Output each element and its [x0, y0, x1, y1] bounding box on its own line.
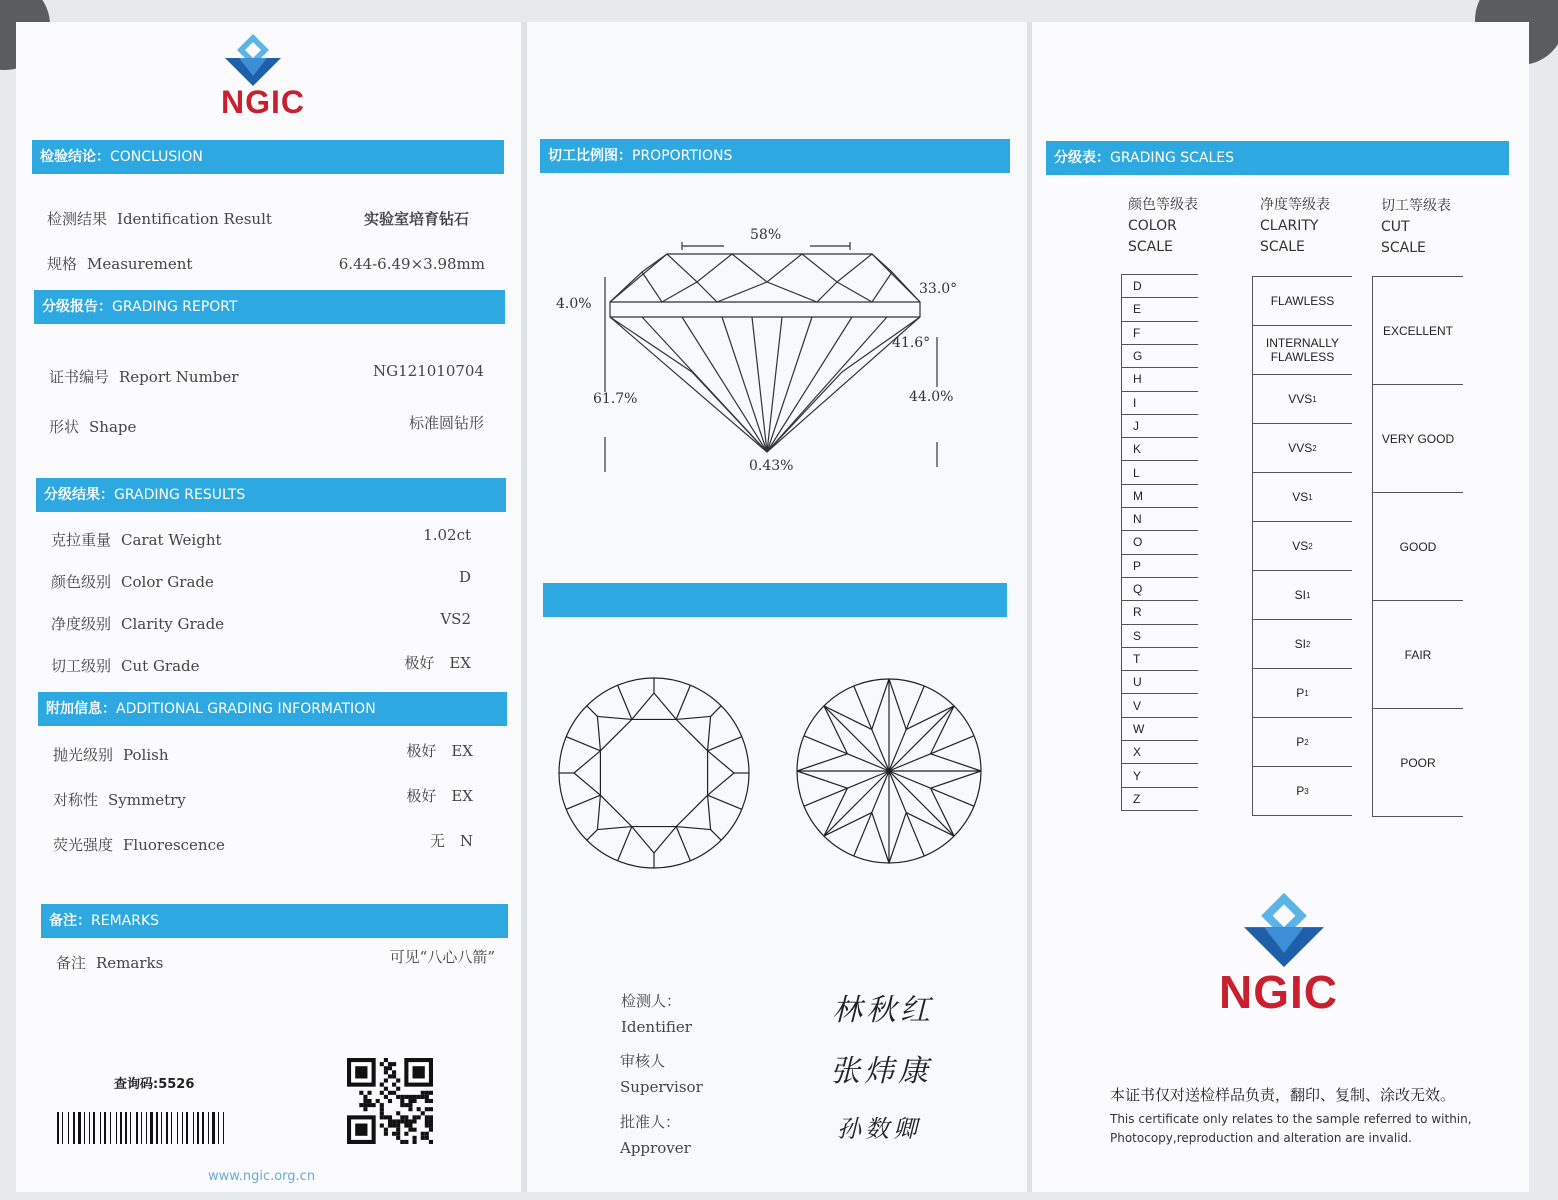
- grading-report-header: 分级报告：GRADING REPORT: [34, 290, 505, 324]
- qr-code: [347, 1058, 433, 1144]
- total-depth-label: 61.7%: [593, 391, 638, 407]
- clarity-grade-10: P 3: [1253, 767, 1352, 816]
- cut-scale-heading: 切工等级表 CUT SCALE: [1381, 198, 1451, 256]
- polish-label: 抛光级别 Polish: [53, 746, 169, 764]
- website-url: www.ngic.org.cn: [208, 1169, 316, 1184]
- color-grade-6: J: [1122, 415, 1198, 438]
- cut-grade-4: POOR: [1373, 709, 1463, 817]
- ngic-logo-text: NGIC: [221, 84, 305, 120]
- color-grade-8: L: [1122, 461, 1198, 484]
- color-grade-2: F: [1122, 322, 1198, 345]
- approver-label: 批准人： Approver: [620, 1113, 691, 1157]
- symmetry-label: 对称性 Symmetry: [53, 791, 186, 809]
- clarity-grade-5: VS 2: [1253, 522, 1352, 571]
- color-grade-18: V: [1122, 694, 1198, 717]
- cut-grade-0: EXCELLENT: [1373, 277, 1463, 385]
- pavilion-view-diagram: [794, 676, 984, 866]
- color-grade-5: I: [1122, 392, 1198, 415]
- cut-grade-label: 切工级别 Cut Grade: [51, 657, 200, 675]
- color-grade-14: R: [1122, 601, 1198, 624]
- middle-panel: [527, 22, 1027, 1192]
- fluorescence-value: 无 N: [429, 832, 473, 850]
- color-grade-0: D: [1122, 275, 1198, 298]
- supervisor-label: 审核人 Supervisor: [620, 1052, 703, 1096]
- identification-result-value: 实验室培育钻石: [363, 210, 469, 228]
- right-panel: [1032, 22, 1529, 1192]
- left-panel: [16, 22, 521, 1192]
- logo-diamond-icon: [221, 32, 285, 88]
- proportions-header: 切工比例图：PROPORTIONS: [540, 139, 1010, 173]
- remarks-label: 备注 Remarks: [56, 954, 164, 972]
- culet-label: 0.43%: [749, 458, 794, 474]
- color-grade-15: S: [1122, 625, 1198, 648]
- grading-scales-header: 分级表：GRADING SCALES: [1046, 141, 1509, 175]
- identification-result-label: 检测结果 Identification Result: [47, 210, 272, 228]
- disclaimer-en: This certificate only relates to the sample referred to within, Photocopy,reproduction and alteration are invalid.: [1110, 1112, 1472, 1145]
- cut-grade-1: VERY GOOD: [1373, 385, 1463, 493]
- color-grade-20: X: [1122, 741, 1198, 764]
- fluorescence-label: 荧光强度 Fluorescence: [53, 836, 225, 854]
- barcode: [57, 1112, 249, 1144]
- color-grade-13: Q: [1122, 578, 1198, 601]
- proportions-diagram: [542, 222, 1012, 482]
- polish-value: 极好 EX: [406, 742, 473, 760]
- color-grade-3: G: [1122, 345, 1198, 368]
- blank-blue-bar: [543, 583, 1007, 617]
- disclaimer-cn: 本证书仅对送检样品负责，翻印、复制、涂改无效。: [1110, 1086, 1456, 1104]
- clarity-grade-4: VS 1: [1253, 473, 1352, 522]
- pavilion-depth-label: 44.0%: [909, 389, 954, 405]
- additional-info-header: 附加信息：ADDITIONAL GRADING INFORMATION: [38, 692, 507, 726]
- color-grade-1: E: [1122, 298, 1198, 321]
- table-pct-label: 58%: [750, 227, 782, 243]
- shape-value: 标准圆钻形: [408, 414, 484, 432]
- identifier-signature: 林秋红: [832, 993, 934, 1028]
- query-code: 查询码:5526: [114, 1077, 195, 1092]
- clarity-grade-value: VS2: [440, 610, 471, 628]
- color-scale: [1121, 274, 1198, 811]
- clarity-grade-8: P 1: [1253, 669, 1352, 718]
- report-number-value: NG121010704: [373, 362, 484, 380]
- clarity-grade-9: P 2: [1253, 718, 1352, 767]
- color-grade-16: T: [1122, 648, 1198, 671]
- grading-results-header: 分级结果：GRADING RESULTS: [36, 478, 506, 512]
- color-grade-17: U: [1122, 671, 1198, 694]
- carat-weight-label: 克拉重量 Carat Weight: [51, 531, 222, 549]
- clarity-grade-1: INTERNALLY FLAWLESS: [1253, 326, 1352, 375]
- crown-angle-label: 33.0°: [919, 281, 958, 297]
- crown-view-diagram: [556, 675, 752, 871]
- clarity-grade-6: SI 1: [1253, 571, 1352, 620]
- color-grade-label: 颜色级别 Color Grade: [51, 573, 214, 591]
- conclusion-header: 检验结论：CONCLUSION: [32, 140, 504, 174]
- clarity-scale-heading: 净度等级表 CLARITY SCALE: [1260, 197, 1330, 255]
- crown-height-label: 4.0%: [556, 296, 592, 312]
- color-grade-10: N: [1122, 508, 1198, 531]
- clarity-grade-0: FLAWLESS: [1253, 277, 1352, 326]
- clarity-grade-label: 净度级别 Clarity Grade: [51, 615, 225, 633]
- supervisor-signature: 张炜康: [830, 1054, 932, 1089]
- ngic-logo: [221, 32, 285, 92]
- cut-grade-value: 极好 EX: [404, 654, 471, 672]
- color-grade-11: O: [1122, 531, 1198, 554]
- color-grade-12: P: [1122, 555, 1198, 578]
- measurement-value: 6.44-6.49×3.98mm: [338, 255, 485, 273]
- color-grade-9: M: [1122, 485, 1198, 508]
- clarity-scale: [1252, 276, 1352, 816]
- clarity-grade-7: SI 2: [1253, 620, 1352, 669]
- symmetry-value: 极好 EX: [406, 787, 473, 805]
- approver-signature: 孙数卿: [837, 1115, 921, 1143]
- carat-weight-value: 1.02ct: [423, 526, 471, 544]
- identifier-label: 检测人： Identifier: [621, 992, 692, 1036]
- color-grade-7: K: [1122, 438, 1198, 461]
- color-scale-heading: 颜色等级表 COLOR SCALE: [1128, 197, 1198, 255]
- measurement-label: 规格 Measurement: [47, 255, 193, 273]
- color-grade-22: Z: [1122, 788, 1198, 811]
- remarks-value: 可见“八心八箭”: [389, 948, 495, 966]
- cut-grade-3: FAIR: [1373, 601, 1463, 709]
- remarks-header: 备注：REMARKS: [41, 904, 508, 938]
- pavilion-angle-label: 41.6°: [892, 335, 931, 351]
- color-grade-19: W: [1122, 718, 1198, 741]
- cut-grade-2: GOOD: [1373, 493, 1463, 601]
- ngic-logo-text-large: NGIC: [1219, 966, 1338, 1018]
- color-grade-21: Y: [1122, 764, 1198, 787]
- shape-label: 形状 Shape: [49, 418, 137, 436]
- color-grade-value: D: [458, 568, 471, 586]
- logo-diamond-icon-large: [1236, 890, 1332, 970]
- report-number-label: 证书编号 Report Number: [49, 368, 239, 386]
- color-grade-4: H: [1122, 368, 1198, 391]
- clarity-grade-3: VVS 2: [1253, 424, 1352, 473]
- cut-scale: [1372, 276, 1463, 817]
- clarity-grade-2: VVS 1: [1253, 375, 1352, 424]
